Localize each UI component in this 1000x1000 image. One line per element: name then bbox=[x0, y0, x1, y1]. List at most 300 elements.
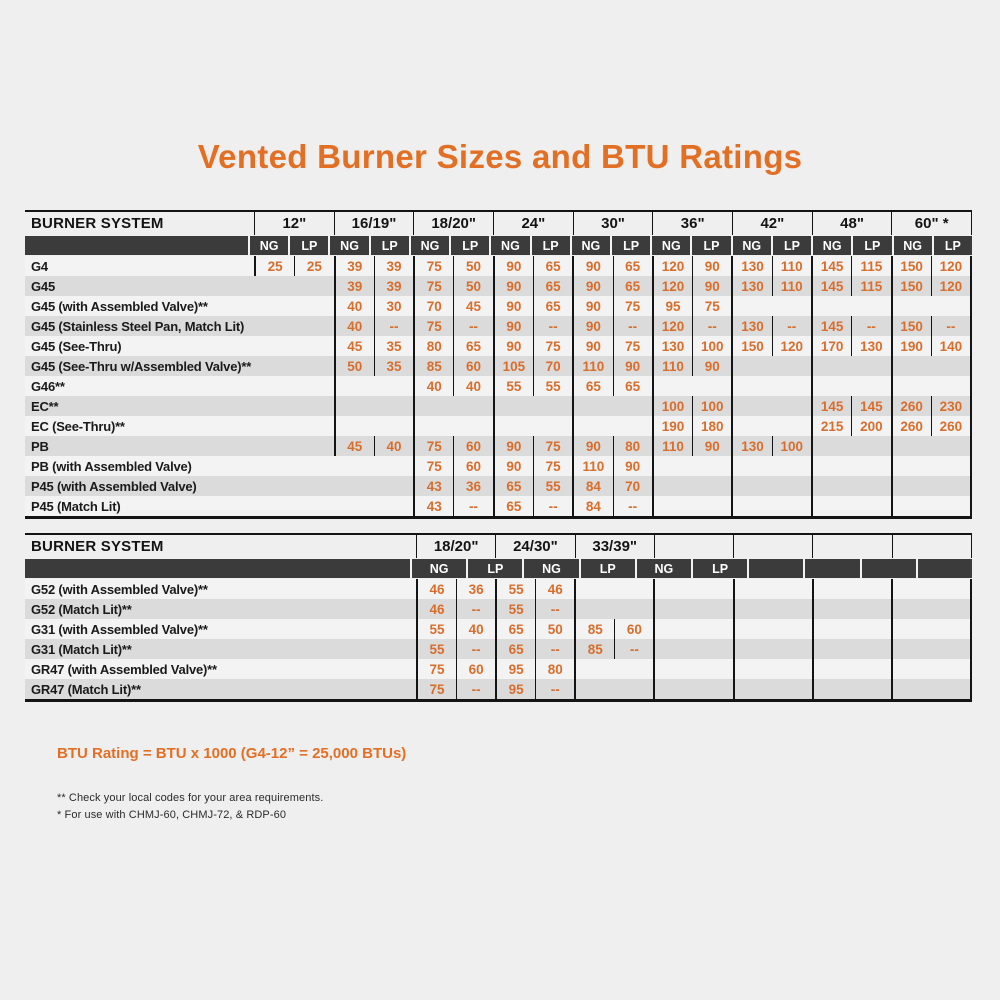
size-group-cell bbox=[416, 659, 495, 679]
btu-value-lp bbox=[931, 579, 970, 599]
btu-value-ng: 145 bbox=[813, 276, 852, 296]
btu-value-ng bbox=[655, 659, 694, 679]
btu-value-lp bbox=[852, 296, 891, 316]
size-group-cell bbox=[891, 496, 973, 516]
size-group-cell bbox=[413, 256, 493, 276]
btu-value-lp: 36 bbox=[468, 581, 484, 597]
size-header-empty bbox=[654, 535, 733, 558]
size-group-cell bbox=[495, 619, 574, 639]
table-header-label: BURNER SYSTEM bbox=[31, 538, 164, 555]
btu-value-lp bbox=[773, 579, 812, 599]
btu-value-lp: 40 bbox=[468, 621, 484, 637]
table-header-label: BURNER SYSTEM bbox=[31, 215, 164, 232]
btu-value-ng bbox=[893, 296, 932, 316]
size-group-cell bbox=[413, 476, 493, 496]
btu-value-ng: 65 bbox=[497, 619, 536, 639]
btu-value-lp bbox=[613, 396, 652, 416]
btu-value-ng bbox=[813, 496, 852, 516]
btu-value-ng: 80 bbox=[415, 336, 454, 356]
size-group-cell bbox=[416, 639, 495, 659]
btu-value-lp: 90 bbox=[704, 358, 720, 374]
btu-value-lp: 70 bbox=[625, 478, 641, 494]
btu-value-ng: 95 bbox=[497, 659, 536, 679]
btu-value-lp: -- bbox=[548, 498, 558, 514]
btu-value-ng: 84 bbox=[574, 496, 613, 516]
btu-value-lp bbox=[615, 679, 654, 699]
size-group-cell bbox=[891, 356, 973, 376]
size-group-cell bbox=[653, 579, 732, 599]
size-group-cell bbox=[254, 396, 334, 416]
btu-value-lp bbox=[931, 456, 970, 476]
size-group-cell bbox=[493, 416, 573, 436]
btu-value-lp bbox=[533, 416, 572, 436]
btu-value-ng bbox=[735, 659, 774, 679]
size-group-cell bbox=[572, 356, 652, 376]
burner-system-label: G52 (Match Lit)** bbox=[31, 601, 132, 617]
btu-value-lp bbox=[615, 599, 654, 619]
btu-value-lp: 36 bbox=[466, 478, 482, 494]
btu-value-ng bbox=[256, 336, 295, 356]
size-group-cell bbox=[493, 456, 573, 476]
btu-value-ng: 190 bbox=[893, 336, 932, 356]
btu-value-lp bbox=[852, 356, 891, 376]
btu-value-ng: 90 bbox=[495, 256, 534, 276]
size-group-cell bbox=[493, 256, 573, 276]
btu-value-ng bbox=[654, 476, 693, 496]
btu-value-lp bbox=[773, 679, 812, 699]
btu-value-ng: 90 bbox=[574, 256, 613, 276]
size-group-cell bbox=[572, 416, 652, 436]
btu-value-lp: -- bbox=[471, 641, 481, 657]
size-group-cell bbox=[891, 336, 973, 356]
btu-value-lp bbox=[772, 496, 811, 516]
fuel-type-label: LP bbox=[690, 236, 730, 255]
size-group-cell bbox=[493, 496, 573, 516]
btu-value-ng bbox=[576, 599, 615, 619]
size-group-cell bbox=[493, 396, 573, 416]
btu-value-ng: 55 bbox=[495, 376, 534, 396]
fuel-type-bar bbox=[25, 559, 972, 578]
size-group-cell bbox=[652, 356, 732, 376]
btu-value-lp bbox=[852, 619, 891, 639]
size-group-cell bbox=[495, 579, 574, 599]
btu-value-lp: -- bbox=[707, 318, 717, 334]
size-group-cell bbox=[416, 599, 495, 619]
btu-rating-note: BTU Rating = BTU x 1000 (G4-12” = 25,000 BTUs) bbox=[57, 745, 407, 762]
size-group-cell bbox=[652, 436, 732, 456]
btu-value-ng bbox=[336, 476, 375, 496]
size-group-cell bbox=[413, 436, 493, 456]
size-group-cell bbox=[731, 316, 811, 336]
btu-value-lp: 110 bbox=[780, 258, 803, 274]
size-group-cell bbox=[574, 639, 653, 659]
btu-value-lp bbox=[374, 496, 413, 516]
btu-value-ng bbox=[655, 599, 694, 619]
size-group-cell bbox=[731, 276, 811, 296]
btu-value-lp bbox=[931, 659, 970, 679]
btu-value-lp: 60 bbox=[626, 621, 642, 637]
btu-value-ng: 75 bbox=[415, 436, 454, 456]
size-group-cell bbox=[652, 416, 732, 436]
btu-value-lp: 110 bbox=[780, 278, 803, 294]
fuel-bar-empty-segment bbox=[747, 559, 803, 578]
btu-value-lp: 75 bbox=[545, 338, 561, 354]
btu-value-lp: 120 bbox=[780, 338, 804, 354]
btu-value-lp: 80 bbox=[547, 661, 563, 677]
burner-system-label: PB (with Assembled Valve) bbox=[31, 458, 192, 474]
btu-value-lp bbox=[772, 456, 811, 476]
size-group-cell bbox=[812, 679, 891, 699]
btu-value-ng: 75 bbox=[415, 276, 454, 296]
size-group-cell bbox=[653, 659, 732, 679]
table-row bbox=[25, 336, 972, 356]
size-group-cell bbox=[254, 496, 334, 516]
btu-value-lp: -- bbox=[787, 318, 797, 334]
size-group-cell bbox=[812, 599, 891, 619]
btu-value-ng bbox=[655, 679, 694, 699]
size-group-cell bbox=[733, 619, 812, 639]
btu-value-lp: 50 bbox=[466, 258, 482, 274]
btu-value-lp: 90 bbox=[625, 458, 641, 474]
size-group-cell bbox=[811, 396, 891, 416]
btu-value-ng: 46 bbox=[418, 599, 457, 619]
size-group-cell bbox=[334, 336, 414, 356]
fuel-type-label: LP bbox=[579, 559, 635, 578]
btu-value-lp: 100 bbox=[780, 438, 804, 454]
btu-value-lp bbox=[454, 396, 493, 416]
btu-value-lp bbox=[852, 376, 891, 396]
btu-value-ng: 75 bbox=[418, 679, 457, 699]
btu-value-lp: -- bbox=[866, 318, 876, 334]
btu-value-lp: 65 bbox=[545, 258, 561, 274]
size-group-cell bbox=[891, 436, 973, 456]
btu-value-lp bbox=[295, 456, 334, 476]
size-group-cell bbox=[733, 679, 812, 699]
table-row bbox=[25, 396, 972, 416]
btu-value-ng: 95 bbox=[497, 679, 536, 699]
btu-value-ng: 70 bbox=[415, 296, 454, 316]
size-group-cell bbox=[574, 659, 653, 679]
size-group-cell bbox=[416, 579, 495, 599]
btu-value-ng: 75 bbox=[415, 456, 454, 476]
btu-value-lp bbox=[931, 376, 970, 396]
size-group-cell bbox=[493, 476, 573, 496]
btu-value-ng bbox=[495, 396, 534, 416]
size-group-cell bbox=[413, 316, 493, 336]
footnote-local-codes: ** Check your local codes for your area requirements. bbox=[57, 792, 324, 804]
btu-value-ng bbox=[574, 416, 613, 436]
size-group-cell bbox=[334, 316, 414, 336]
btu-value-lp: 145 bbox=[860, 398, 883, 414]
size-header: 24/30" bbox=[495, 535, 574, 558]
fuel-type-label: NG bbox=[635, 559, 691, 578]
btu-value-ng bbox=[256, 416, 295, 436]
btu-value-ng bbox=[733, 496, 772, 516]
size-group-cell bbox=[731, 336, 811, 356]
size-group-cell bbox=[493, 436, 573, 456]
size-header: 18/20" bbox=[416, 535, 495, 558]
btu-value-lp: -- bbox=[628, 498, 638, 514]
btu-value-lp bbox=[694, 619, 733, 639]
btu-value-lp: 75 bbox=[704, 298, 720, 314]
size-group-cell bbox=[334, 476, 414, 496]
btu-value-ng bbox=[813, 376, 852, 396]
btu-value-ng: 65 bbox=[495, 496, 534, 516]
btu-value-lp: 46 bbox=[547, 581, 563, 597]
btu-value-lp: 230 bbox=[939, 398, 963, 414]
size-group-cell bbox=[254, 356, 334, 376]
size-group-cell bbox=[334, 356, 414, 376]
btu-value-lp bbox=[454, 416, 493, 436]
page-title: Vented Burner Sizes and BTU Ratings bbox=[197, 138, 803, 175]
btu-value-lp: 75 bbox=[545, 438, 561, 454]
btu-value-lp bbox=[852, 599, 891, 619]
size-group-cell bbox=[574, 599, 653, 619]
btu-value-lp bbox=[693, 476, 732, 496]
size-group-cell bbox=[493, 276, 573, 296]
btu-value-ng: 90 bbox=[495, 336, 534, 356]
btu-value-lp: 35 bbox=[386, 338, 402, 354]
size-header: 36" bbox=[652, 212, 732, 235]
btu-value-ng: 215 bbox=[813, 416, 852, 436]
btu-value-lp: 90 bbox=[704, 438, 720, 454]
btu-value-ng bbox=[336, 496, 375, 516]
size-group-cell bbox=[731, 496, 811, 516]
btu-value-lp: -- bbox=[548, 318, 558, 334]
size-group-cell bbox=[254, 256, 334, 276]
btu-value-lp: 40 bbox=[466, 378, 482, 394]
btu-value-ng: 110 bbox=[574, 456, 613, 476]
btu-value-ng bbox=[256, 396, 295, 416]
table-row bbox=[25, 416, 972, 436]
btu-value-lp bbox=[295, 316, 334, 336]
btu-value-ng bbox=[733, 376, 772, 396]
btu-value-lp bbox=[295, 296, 334, 316]
btu-value-ng: 120 bbox=[654, 256, 693, 276]
btu-value-ng bbox=[893, 376, 932, 396]
size-group-cell bbox=[254, 316, 334, 336]
btu-value-ng bbox=[336, 416, 375, 436]
size-group-cell bbox=[811, 476, 891, 496]
btu-value-lp: 40 bbox=[386, 438, 402, 454]
size-group-cell bbox=[652, 396, 732, 416]
size-group-cell bbox=[495, 679, 574, 699]
btu-value-ng bbox=[654, 496, 693, 516]
size-group-cell bbox=[891, 476, 973, 496]
size-header: 24" bbox=[493, 212, 573, 235]
size-group-cell bbox=[891, 599, 972, 619]
btu-value-lp bbox=[852, 659, 891, 679]
size-group-cell bbox=[811, 296, 891, 316]
size-group-cell bbox=[572, 436, 652, 456]
burner-system-label: G52 (with Assembled Valve)** bbox=[31, 581, 208, 597]
btu-value-lp: 180 bbox=[700, 418, 724, 434]
size-group-cell bbox=[811, 276, 891, 296]
size-group-cell bbox=[254, 296, 334, 316]
size-group-cell bbox=[891, 376, 973, 396]
size-group-cell bbox=[493, 376, 573, 396]
btu-value-ng bbox=[256, 316, 295, 336]
btu-value-lp bbox=[374, 476, 413, 496]
fuel-type-label: NG bbox=[811, 236, 851, 255]
table-row bbox=[25, 659, 972, 679]
btu-value-ng: 25 bbox=[256, 256, 295, 276]
size-group-cell bbox=[416, 679, 495, 699]
btu-value-ng bbox=[336, 376, 375, 396]
size-group-cell bbox=[495, 659, 574, 679]
burner-system-label: G45 (See-Thru) bbox=[31, 338, 122, 354]
btu-value-ng bbox=[256, 476, 295, 496]
btu-value-ng bbox=[495, 416, 534, 436]
btu-value-lp: 100 bbox=[700, 398, 724, 414]
btu-value-ng bbox=[893, 679, 932, 699]
fuel-type-label: LP bbox=[449, 236, 489, 255]
size-group-cell bbox=[891, 619, 972, 639]
btu-value-lp: 260 bbox=[939, 418, 963, 434]
size-group-cell bbox=[731, 456, 811, 476]
size-header: 16/19" bbox=[334, 212, 414, 235]
btu-value-ng bbox=[336, 396, 375, 416]
burner-system-label: G45 (Stainless Steel Pan, Match Lit) bbox=[31, 318, 245, 334]
footnote-for-use-with: * For use with CHMJ-60, CHMJ-72, & RDP-60 bbox=[57, 809, 287, 821]
btu-value-lp: -- bbox=[389, 318, 399, 334]
fuel-bar-spacer bbox=[25, 559, 410, 578]
btu-value-ng bbox=[574, 396, 613, 416]
btu-value-lp: 65 bbox=[625, 378, 641, 394]
btu-value-lp: 100 bbox=[700, 338, 724, 354]
size-group-cell bbox=[572, 276, 652, 296]
fuel-bar-empty-segment bbox=[803, 559, 859, 578]
btu-value-ng bbox=[733, 456, 772, 476]
btu-value-ng: 90 bbox=[574, 336, 613, 356]
table-header-row bbox=[25, 210, 972, 235]
btu-value-ng: 43 bbox=[415, 496, 454, 516]
btu-value-lp bbox=[931, 679, 970, 699]
size-group-cell bbox=[572, 336, 652, 356]
btu-value-lp bbox=[694, 599, 733, 619]
size-group-cell bbox=[413, 456, 493, 476]
fuel-type-label: NG bbox=[489, 236, 529, 255]
btu-value-lp bbox=[533, 396, 572, 416]
btu-value-ng: 90 bbox=[574, 296, 613, 316]
table-row bbox=[25, 456, 972, 476]
btu-value-ng: 145 bbox=[813, 396, 852, 416]
size-group-cell bbox=[334, 256, 414, 276]
btu-value-lp bbox=[295, 416, 334, 436]
btu-value-ng bbox=[256, 496, 295, 516]
btu-value-lp bbox=[694, 579, 733, 599]
size-group-cell bbox=[811, 496, 891, 516]
btu-value-ng bbox=[336, 456, 375, 476]
btu-value-lp: 120 bbox=[939, 278, 963, 294]
btu-value-ng: 130 bbox=[733, 316, 772, 336]
btu-value-lp bbox=[693, 456, 732, 476]
btu-value-lp bbox=[615, 579, 654, 599]
btu-value-lp bbox=[295, 436, 334, 456]
btu-value-lp: 50 bbox=[466, 278, 482, 294]
size-group-cell bbox=[572, 456, 652, 476]
btu-value-ng: 130 bbox=[733, 256, 772, 276]
fuel-bar-empty-segment bbox=[916, 559, 972, 578]
fuel-type-label: NG bbox=[892, 236, 932, 255]
size-group-cell bbox=[731, 256, 811, 276]
table-row bbox=[25, 436, 972, 456]
btu-value-ng bbox=[813, 456, 852, 476]
btu-value-ng bbox=[893, 456, 932, 476]
table-row bbox=[25, 356, 972, 376]
btu-value-lp: 65 bbox=[545, 298, 561, 314]
btu-value-ng bbox=[733, 476, 772, 496]
btu-value-ng bbox=[576, 579, 615, 599]
btu-value-lp bbox=[773, 639, 812, 659]
size-group-cell bbox=[416, 619, 495, 639]
btu-value-ng: 40 bbox=[336, 296, 375, 316]
size-group-cell bbox=[891, 579, 972, 599]
btu-value-lp: -- bbox=[471, 601, 481, 617]
size-group-cell bbox=[891, 639, 972, 659]
btu-value-ng: 90 bbox=[574, 436, 613, 456]
btu-value-lp bbox=[852, 579, 891, 599]
btu-value-ng: 55 bbox=[418, 619, 457, 639]
fuel-type-label: NG bbox=[522, 559, 578, 578]
btu-value-lp: 65 bbox=[625, 278, 641, 294]
btu-value-ng: 110 bbox=[654, 436, 693, 456]
size-group-cell bbox=[811, 256, 891, 276]
btu-value-ng: 39 bbox=[336, 276, 375, 296]
table-header-row bbox=[25, 533, 972, 558]
btu-value-lp bbox=[931, 436, 970, 456]
fuel-type-label: LP bbox=[610, 236, 650, 255]
size-header-empty bbox=[733, 535, 812, 558]
btu-value-lp bbox=[693, 376, 732, 396]
btu-value-ng: 130 bbox=[733, 276, 772, 296]
size-group-cell bbox=[413, 416, 493, 436]
table-row bbox=[25, 496, 972, 516]
btu-value-ng: 145 bbox=[813, 316, 852, 336]
size-group-cell bbox=[334, 436, 414, 456]
btu-value-ng bbox=[735, 639, 774, 659]
size-group-cell bbox=[574, 679, 653, 699]
burner-system-label: P45 (with Assembled Valve) bbox=[31, 478, 197, 494]
size-group-cell bbox=[891, 416, 973, 436]
size-group-cell bbox=[731, 476, 811, 496]
burner-system-label: G46** bbox=[31, 378, 65, 394]
btu-value-lp bbox=[615, 659, 654, 679]
btu-value-lp bbox=[613, 416, 652, 436]
size-header-empty bbox=[892, 535, 972, 558]
fuel-type-label: LP bbox=[369, 236, 409, 255]
burner-table-primary bbox=[25, 210, 972, 519]
size-group-cell bbox=[254, 476, 334, 496]
btu-value-lp bbox=[931, 619, 970, 639]
btu-value-lp bbox=[931, 356, 970, 376]
burner-system-label: P45 (Match Lit) bbox=[31, 498, 121, 514]
btu-value-lp: 60 bbox=[466, 458, 482, 474]
btu-value-lp bbox=[852, 436, 891, 456]
btu-value-ng bbox=[256, 456, 295, 476]
btu-value-lp: 75 bbox=[625, 338, 641, 354]
btu-value-lp bbox=[772, 476, 811, 496]
btu-value-lp bbox=[693, 496, 732, 516]
btu-value-lp: 30 bbox=[386, 298, 402, 314]
btu-value-ng: 130 bbox=[654, 336, 693, 356]
size-group-cell bbox=[812, 639, 891, 659]
btu-value-lp bbox=[852, 639, 891, 659]
btu-value-lp bbox=[374, 376, 413, 396]
size-group-cell bbox=[652, 296, 732, 316]
btu-value-lp: 35 bbox=[386, 358, 402, 374]
btu-value-lp: 25 bbox=[306, 258, 322, 274]
